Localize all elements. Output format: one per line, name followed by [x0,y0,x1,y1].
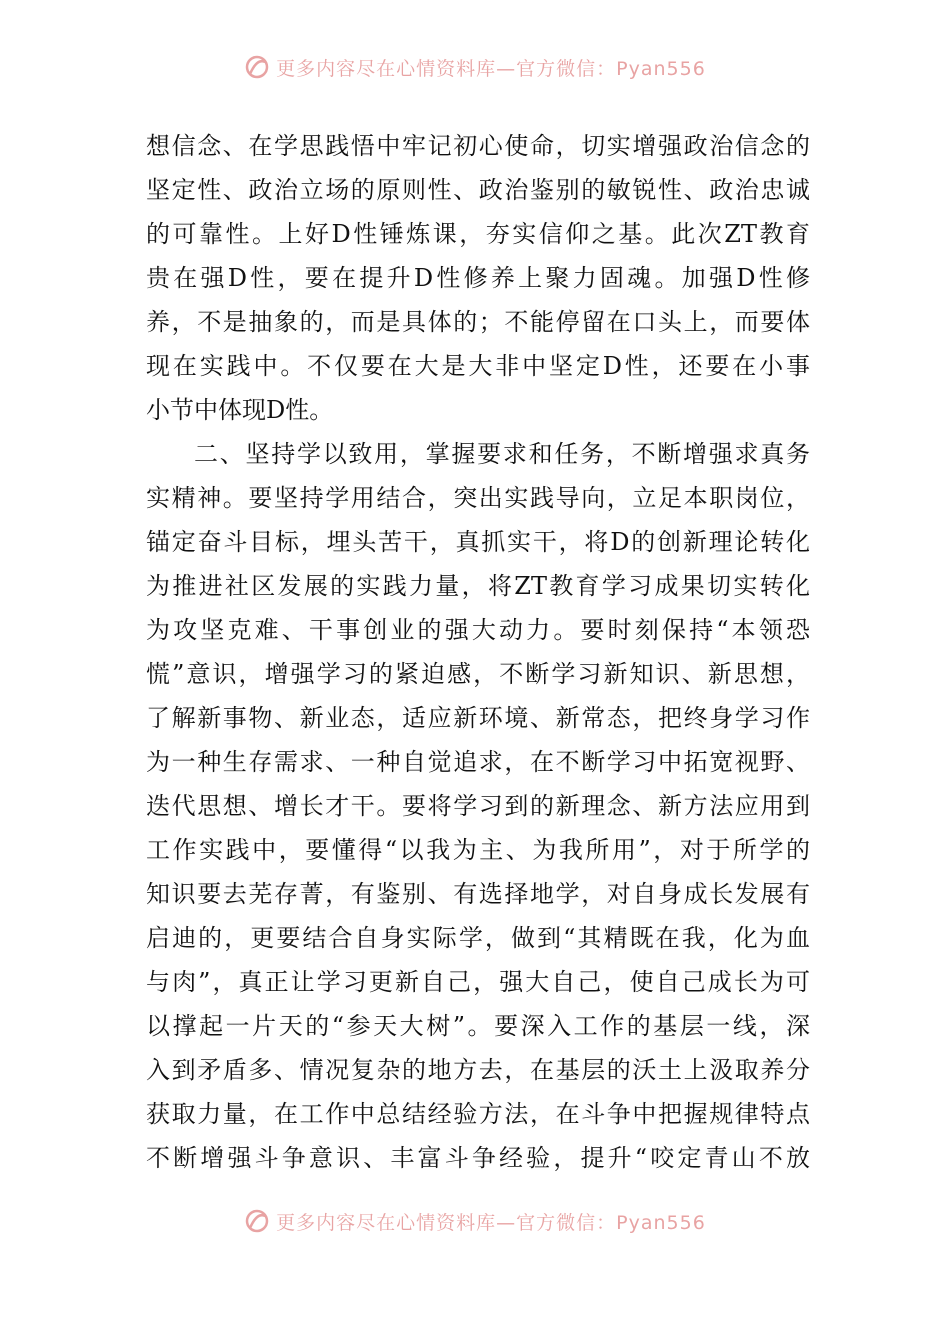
text-line: 实精神。要坚持学用结合，突出实践导向，立足本职岗位， [146,484,810,512]
watermark-header [0,52,950,82]
text-line: 不断增强斗争意识、丰富斗争经验，提升“咬定青山不放 [146,1144,810,1172]
text-line: 工作实践中，要懂得“以我为主、为我所用”，对于所学的 [146,836,810,864]
logo-icon [244,1208,270,1234]
logo-icon [244,54,270,80]
text-line: 慌”意识，增强学习的紧迫感，不断学习新知识、新思想， [146,660,810,688]
paragraph [146,432,810,1180]
watermark-text: 更多内容尽在心情资料库—官方微信：Pyan556 [276,1211,706,1234]
text-line: 养，不是抽象的，而是具体的；不能停留在口头上，而要体 [146,308,810,336]
text-line: 的可靠性。上好D性锤炼课，夯实信仰之基。此次ZT教育 [146,220,810,248]
text-line: 坚定性、政治立场的原则性、政治鉴别的敏锐性、政治忠诚 [146,176,810,204]
text-line: 启迪的，更要结合自身实际学，做到“其精既在我，化为血 [146,924,810,952]
text-line: 为推进社区发展的实践力量，将ZT教育学习成果切实转化 [146,572,810,600]
text-line: 二、坚持学以致用，掌握要求和任务，不断增强求真务 [194,440,810,468]
text-line: 知识要去芜存菁，有鉴别、有选择地学，对自身成长发展有 [146,880,810,908]
text-line: 入到矛盾多、情况复杂的地方去，在基层的沃土上汲取养分 [146,1056,810,1084]
text-line: 以撑起一片天的“参天大树”。要深入工作的基层一线，深 [146,1012,810,1040]
text-line: 现在实践中。不仅要在大是大非中坚定D性，还要在小事 [146,352,810,380]
text-line: 了解新事物、新业态，适应新环境、新常态，把终身学习作 [146,704,810,732]
text-line: 锚定奋斗目标，埋头苦干，真抓实干，将D的创新理论转化 [146,528,810,556]
watermark-footer [0,1206,950,1236]
watermark-text: 更多内容尽在心情资料库—官方微信：Pyan556 [276,57,706,80]
paragraph [146,124,810,432]
text-line: 迭代思想、增长才干。要将学习到的新理念、新方法应用到 [146,792,810,820]
text-line: 小节中体现D性。 [146,396,334,424]
text-line: 为一种生存需求、一种自觉追求，在不断学习中拓宽视野、 [146,748,810,776]
text-line: 与肉”，真正让学习更新自己，强大自己，使自己成长为可 [146,968,810,996]
text-line: 获取力量，在工作中总结经验方法，在斗争中把握规律特点 [146,1100,810,1128]
text-line: 为攻坚克难、干事创业的强大动力。要时刻保持“本领恐 [146,616,810,644]
text-line: 贵在强D性，要在提升D性修养上聚力固魂。加强D性修 [146,264,810,292]
document-body [146,124,810,1180]
text-line: 想信念、在学思践悟中牢记初心使命，切实增强政治信念的 [146,132,810,160]
